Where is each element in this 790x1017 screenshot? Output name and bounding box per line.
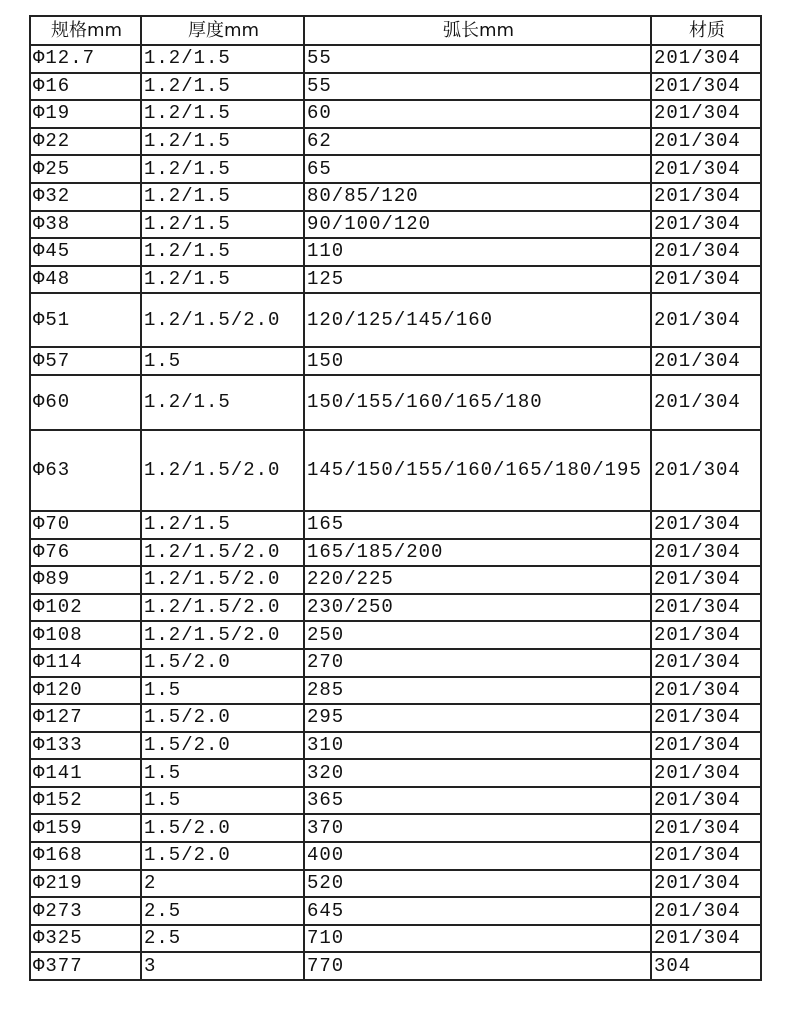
table-row [30, 539, 761, 567]
thickness-cell: 1.2/1.5 [141, 511, 304, 539]
arc-length-cell: 60 [304, 100, 651, 128]
material-cell: 201/304 [651, 897, 761, 925]
material-cell: 304 [651, 952, 761, 980]
thickness-cell: 1.5/2.0 [141, 649, 304, 677]
arc-length-cell: 250 [304, 621, 651, 649]
thickness-cell: 1.2/1.5 [141, 375, 304, 430]
spec-cell: Φ51 [30, 293, 141, 347]
table-row [30, 787, 761, 815]
thickness-cell: 1.5/2.0 [141, 732, 304, 760]
table-row [30, 100, 761, 128]
material-cell: 201/304 [651, 183, 761, 211]
spec-cell: Φ16 [30, 73, 141, 101]
spec-cell: Φ273 [30, 897, 141, 925]
material-cell: 201/304 [651, 375, 761, 430]
arc-length-cell: 165/185/200 [304, 539, 651, 567]
thickness-cell: 1.2/1.5/2.0 [141, 621, 304, 649]
material-cell: 201/304 [651, 266, 761, 294]
thickness-cell: 1.2/1.5 [141, 45, 304, 73]
spec-cell: Φ19 [30, 100, 141, 128]
material-cell: 201/304 [651, 594, 761, 622]
thickness-cell: 1.5 [141, 677, 304, 705]
spec-cell: Φ48 [30, 266, 141, 294]
table-row [30, 704, 761, 732]
spec-cell: Φ32 [30, 183, 141, 211]
thickness-cell: 1.2/1.5/2.0 [141, 566, 304, 594]
thickness-cell: 1.5/2.0 [141, 814, 304, 842]
table-row [30, 925, 761, 953]
arc-length-cell: 270 [304, 649, 651, 677]
thickness-cell: 1.2/1.5 [141, 100, 304, 128]
header-arc-length: 弧长mm [304, 16, 651, 45]
arc-length-cell: 770 [304, 952, 651, 980]
spec-cell: Φ38 [30, 211, 141, 239]
material-cell: 201/304 [651, 211, 761, 239]
spec-cell: Φ102 [30, 594, 141, 622]
table-row [30, 430, 761, 511]
table-row [30, 759, 761, 787]
material-cell: 201/304 [651, 649, 761, 677]
thickness-cell: 1.5 [141, 347, 304, 375]
arc-length-cell: 310 [304, 732, 651, 760]
table-row [30, 211, 761, 239]
thickness-cell: 2.5 [141, 925, 304, 953]
table-row [30, 511, 761, 539]
arc-length-cell: 370 [304, 814, 651, 842]
material-cell: 201/304 [651, 238, 761, 266]
arc-length-cell: 90/100/120 [304, 211, 651, 239]
arc-length-cell: 145/150/155/160/165/180/195 [304, 430, 651, 511]
table-row [30, 128, 761, 156]
table-row [30, 45, 761, 73]
thickness-cell: 1.5 [141, 787, 304, 815]
spec-cell: Φ120 [30, 677, 141, 705]
thickness-cell: 1.5/2.0 [141, 842, 304, 870]
header-material: 材质 [651, 16, 761, 45]
table-row [30, 952, 761, 980]
spec-cell: Φ325 [30, 925, 141, 953]
thickness-cell: 1.2/1.5 [141, 128, 304, 156]
spec-cell: Φ108 [30, 621, 141, 649]
spec-cell: Φ60 [30, 375, 141, 430]
table-row [30, 594, 761, 622]
material-cell: 201/304 [651, 787, 761, 815]
arc-length-cell: 65 [304, 155, 651, 183]
spec-cell: Φ22 [30, 128, 141, 156]
spec-cell: Φ76 [30, 539, 141, 567]
material-cell: 201/304 [651, 566, 761, 594]
thickness-cell: 1.2/1.5/2.0 [141, 430, 304, 511]
material-cell: 201/304 [651, 621, 761, 649]
header-spec: 规格mm [30, 16, 141, 45]
arc-length-cell: 165 [304, 511, 651, 539]
arc-length-cell: 400 [304, 842, 651, 870]
table-row [30, 649, 761, 677]
arc-length-cell: 125 [304, 266, 651, 294]
thickness-cell: 1.2/1.5 [141, 238, 304, 266]
spec-cell: Φ127 [30, 704, 141, 732]
arc-length-cell: 55 [304, 45, 651, 73]
arc-length-cell: 295 [304, 704, 651, 732]
thickness-cell: 1.5 [141, 759, 304, 787]
arc-length-cell: 320 [304, 759, 651, 787]
thickness-cell: 1.2/1.5/2.0 [141, 594, 304, 622]
spec-cell: Φ159 [30, 814, 141, 842]
table-row [30, 621, 761, 649]
spec-cell: Φ219 [30, 870, 141, 898]
spec-cell: Φ45 [30, 238, 141, 266]
arc-length-cell: 710 [304, 925, 651, 953]
table-row [30, 347, 761, 375]
arc-length-cell: 120/125/145/160 [304, 293, 651, 347]
thickness-cell: 1.2/1.5 [141, 266, 304, 294]
material-cell: 201/304 [651, 539, 761, 567]
header-thickness: 厚度mm [141, 16, 304, 45]
table-row [30, 155, 761, 183]
arc-length-cell: 220/225 [304, 566, 651, 594]
material-cell: 201/304 [651, 347, 761, 375]
spec-cell: Φ152 [30, 787, 141, 815]
material-cell: 201/304 [651, 73, 761, 101]
material-cell: 201/304 [651, 293, 761, 347]
table-row [30, 814, 761, 842]
thickness-cell: 1.2/1.5 [141, 73, 304, 101]
spec-cell: Φ168 [30, 842, 141, 870]
arc-length-cell: 150 [304, 347, 651, 375]
spec-cell: Φ63 [30, 430, 141, 511]
table-row [30, 293, 761, 347]
material-cell: 201/304 [651, 842, 761, 870]
table-row [30, 842, 761, 870]
arc-length-cell: 150/155/160/165/180 [304, 375, 651, 430]
table-row [30, 73, 761, 101]
arc-length-cell: 55 [304, 73, 651, 101]
arc-length-cell: 365 [304, 787, 651, 815]
spec-table [29, 15, 762, 981]
material-cell: 201/304 [651, 677, 761, 705]
table-row [30, 183, 761, 211]
spec-cell: Φ141 [30, 759, 141, 787]
thickness-cell: 1.2/1.5 [141, 155, 304, 183]
table-row [30, 677, 761, 705]
spec-cell: Φ12.7 [30, 45, 141, 73]
material-cell: 201/304 [651, 128, 761, 156]
spec-cell: Φ25 [30, 155, 141, 183]
material-cell: 201/304 [651, 814, 761, 842]
spec-cell: Φ89 [30, 566, 141, 594]
thickness-cell: 1.2/1.5/2.0 [141, 539, 304, 567]
material-cell: 201/304 [651, 870, 761, 898]
thickness-cell: 1.2/1.5 [141, 183, 304, 211]
material-cell: 201/304 [651, 704, 761, 732]
table-row [30, 732, 761, 760]
table-row [30, 375, 761, 430]
spec-cell: Φ133 [30, 732, 141, 760]
material-cell: 201/304 [651, 155, 761, 183]
table-row [30, 566, 761, 594]
thickness-cell: 1.2/1.5/2.0 [141, 293, 304, 347]
arc-length-cell: 230/250 [304, 594, 651, 622]
spec-cell: Φ57 [30, 347, 141, 375]
table-row [30, 870, 761, 898]
material-cell: 201/304 [651, 100, 761, 128]
material-cell: 201/304 [651, 759, 761, 787]
arc-length-cell: 285 [304, 677, 651, 705]
arc-length-cell: 520 [304, 870, 651, 898]
thickness-cell: 1.2/1.5 [141, 211, 304, 239]
arc-length-cell: 62 [304, 128, 651, 156]
material-cell: 201/304 [651, 45, 761, 73]
spec-cell: Φ70 [30, 511, 141, 539]
thickness-cell: 2 [141, 870, 304, 898]
spec-cell: Φ114 [30, 649, 141, 677]
table-row [30, 266, 761, 294]
arc-length-cell: 80/85/120 [304, 183, 651, 211]
table-row [30, 238, 761, 266]
table-row [30, 897, 761, 925]
thickness-cell: 3 [141, 952, 304, 980]
material-cell: 201/304 [651, 511, 761, 539]
arc-length-cell: 645 [304, 897, 651, 925]
material-cell: 201/304 [651, 732, 761, 760]
thickness-cell: 2.5 [141, 897, 304, 925]
spec-cell: Φ377 [30, 952, 141, 980]
material-cell: 201/304 [651, 430, 761, 511]
thickness-cell: 1.5/2.0 [141, 704, 304, 732]
arc-length-cell: 110 [304, 238, 651, 266]
material-cell: 201/304 [651, 925, 761, 953]
header-row [30, 16, 761, 45]
